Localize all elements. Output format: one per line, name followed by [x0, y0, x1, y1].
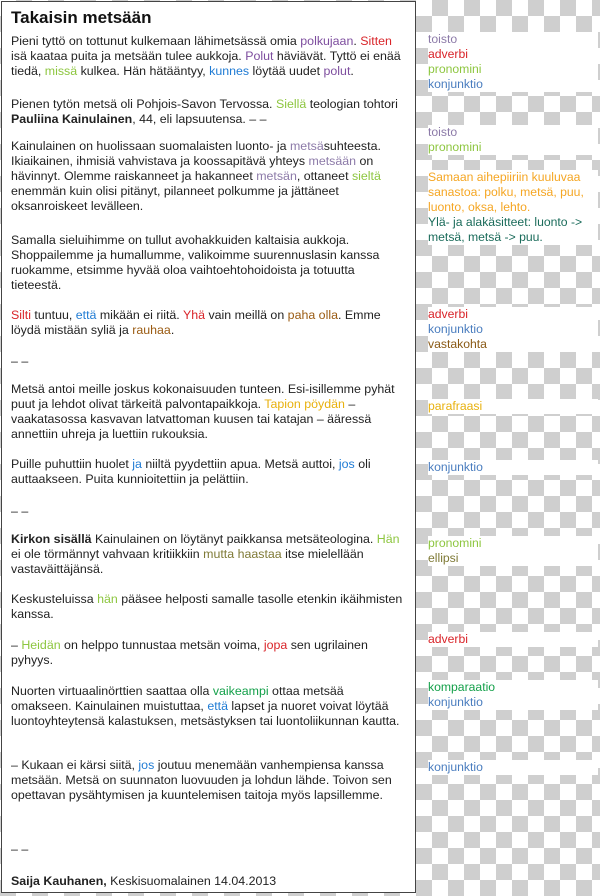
paragraph-11 — [11, 758, 407, 803]
text-run: vain meillä on — [205, 308, 288, 322]
text-run: Samalla sieluihimme on tullut avohakkuiden kaltaisia aukkoja. Shoppailemme ja humallumme, valikoimme suurennuslasin kanssa ruokamme, etsimme hyvää oloa vaihtoehtohoidoista ja totuutta tieteestä. — [11, 233, 380, 292]
marked-word-vastakohta: paha olla — [287, 308, 338, 322]
text-run: on helppo tunnustaa metsän voima, — [60, 638, 264, 652]
annotation-label-konjunktio: konjunktio — [428, 695, 483, 709]
text-run: , ottaneet — [296, 169, 352, 183]
annotation-label-toisto: toisto — [428, 125, 458, 139]
separator-2 — [11, 504, 407, 519]
paragraph-2 — [11, 139, 407, 214]
marked-word-pronomini: hän — [97, 592, 118, 606]
marked-word-konjunktio: ja — [132, 457, 142, 471]
annotation-label-konjunktio: konjunktio — [428, 460, 483, 474]
annotation-group-6 — [428, 460, 598, 475]
text-run: ottaa metsää omakseen. Kainulainen muistuttaa, — [11, 684, 344, 713]
paragraph-7 — [11, 532, 407, 577]
text-run: Kainulainen on huolissaan suomalaisten luonto- ja — [11, 139, 290, 153]
text-run: Kainulainen on löytänyt paikkansa metsäteologina. — [91, 532, 377, 546]
paragraph-6 — [11, 457, 407, 487]
annotation-label-sanasto: Samaan aihepiiriin kuuluvaa sanastoa: polku, metsä, puu, luonto, oksa, lehto. — [428, 170, 584, 214]
text-run: , 44, eli lapsuutensa. – – — [132, 112, 267, 126]
bold-text: Pauliina Kainulainen — [11, 112, 133, 126]
annotation-label-konjunktio: konjunktio — [428, 760, 483, 774]
text-run: Keskusteluissa — [11, 592, 98, 606]
marked-word-pronomini: missä — [44, 64, 78, 78]
marked-word-suhde: metsään — [308, 154, 357, 168]
annotation-label-pronomini: pronomini — [428, 536, 482, 550]
text-run: itse mielellään vastaväittäjänsä. — [11, 547, 364, 576]
bold-text: Saija Kauhanen, — [11, 874, 107, 888]
paragraph-3 — [11, 233, 407, 293]
annotation-label-ylaala: Ylä- ja alakäsitteet: luonto -> metsä, metsä -> puu. — [428, 215, 583, 244]
text-run: – – — [11, 842, 29, 856]
annotation-group-10 — [428, 760, 598, 775]
text-run: – – — [11, 354, 29, 368]
text-run: häviävät. Tyttö ei enää tiedä, — [11, 49, 401, 78]
paragraph-10 — [11, 684, 407, 729]
marked-word-konjunktio: jos — [138, 758, 155, 772]
annotation-label-pronomini: pronomini — [428, 140, 482, 154]
text-run: tuntuu, — [30, 308, 76, 322]
marked-word-suhde: metsä — [289, 139, 324, 153]
annotation-group-9 — [428, 680, 598, 710]
marked-word-adverbi: Silti — [11, 308, 31, 322]
text-run: . — [350, 64, 354, 78]
annotation-group-3 — [428, 170, 598, 245]
marked-word-pronomini: sieltä — [351, 169, 381, 183]
text-run: mikään ei riitä. — [96, 308, 183, 322]
marked-word-konjunktio: että — [75, 308, 97, 322]
paragraph-1b — [11, 97, 407, 127]
paragraph-4 — [11, 308, 407, 338]
text-run: – – — [11, 504, 29, 518]
annotation-group-2 — [428, 125, 598, 155]
annotation-label-komparaatio: komparaatio — [428, 680, 496, 694]
text-run: enemmän kuin olisi pitänyt, pilanneet polkumme ja jättäneet oksanroiskeet levälleen. — [11, 184, 339, 213]
text-run: Puille puhuttiin huolet — [11, 457, 133, 471]
text-run: – — [11, 638, 22, 652]
article-title: Takaisin metsään — [11, 8, 152, 27]
text-run: Metsä antoi meille joskus kokonaisuuden tunteen. Esi-isillemme pyhät puut ja lehdot olivat tärkeitä palvontapaikkoja. — [11, 382, 395, 411]
text-run: on hävinnyt. Olemme raiskanneet ja hakanneet — [11, 154, 374, 183]
marked-word-konjunktio: kunnes — [209, 64, 250, 78]
byline — [11, 874, 407, 889]
marked-word-parafraasi: Tapion pöydän — [264, 397, 345, 411]
marked-word-konjunktio: että — [207, 699, 228, 713]
text-run: kulkea. Hän hätääntyy, — [77, 64, 210, 78]
marked-word-adverbi: Sitten — [360, 34, 392, 48]
text-run: pääsee helposti samalle tasolle etenkin ikäihmisten kanssa. — [11, 592, 403, 621]
annotation-label-toisto: toisto — [428, 32, 458, 46]
text-run: suhteesta. Ikiaikainen, ihmisiä vahvistava ja koossapitävä yhteys — [11, 139, 381, 168]
text-run: Pieni tyttö on tottunut kulkemaan lähimetsässä omia — [11, 34, 301, 48]
annotation-label-adverbi: adverbi — [428, 47, 468, 61]
text-run: . — [170, 323, 175, 337]
marked-word-pronomini: Heidän — [21, 638, 61, 652]
marked-word-komparaatio: vaikeampi — [212, 684, 269, 698]
text-run: – vaakatasossa kasvavan latvattoman kuusen tai katajan – ääressä annettiin uhreja ja luettiin rukouksia. — [11, 397, 372, 441]
text-run: . — [353, 34, 361, 48]
text-run: isä kaataa puita ja metsään tulee aukkoja. — [11, 49, 246, 63]
text-run: Pienen tytön metsä oli Pohjois-Savon Tervossa. — [11, 97, 276, 111]
annotation-group-1 — [428, 32, 598, 92]
annotation-label-vastakohta: vastakohta — [428, 337, 487, 351]
text-run: oli auttaakseen. Puita kunnioitettiin ja pelättiin. — [11, 457, 371, 486]
text-run: lapset ja nuoret voivat löytää luontoyhteytensä kalastuksen, metsästyksen tai luontoliikunnan kautta. — [11, 699, 400, 728]
annotation-label-pronomini: pronomini — [428, 62, 482, 76]
marked-word-pronomini: Siellä — [275, 97, 307, 111]
annotation-label-konjunktio: konjunktio — [428, 77, 483, 91]
bold-text: Kirkon sisällä — [11, 532, 92, 546]
text-run: joutuu menemään vanhempiensa kanssa metsään. Metsä on suunnaton luovuuden ja lohdun lähde. Toivon sen opettavan pysähtymisen ja kuuntelemisen taitoja myös lapsillemme. — [11, 758, 392, 802]
paragraph-5 — [11, 382, 407, 442]
marked-word-adverbi: Yhä — [182, 308, 206, 322]
marked-word-toisto: polkujaan — [300, 34, 354, 48]
text-run: löytää uudet — [249, 64, 324, 78]
separator-1 — [11, 354, 407, 369]
annotation-group-8 — [428, 632, 598, 647]
paragraph-9 — [11, 638, 407, 668]
marked-word-suhde: metsän — [256, 169, 297, 183]
annotation-label-ellipsi: ellipsi — [428, 551, 459, 565]
text-run: ei ole törmännyt vahvaan kritiikkiin — [11, 547, 204, 561]
marked-word-toisto: Polut — [245, 49, 274, 63]
text-run: niiltä pyydettiin apua. Metsä auttoi, — [141, 457, 339, 471]
text-run: Keskisuomalainen 14.04.2013 — [106, 874, 277, 888]
marked-word-ellipsi: mutta haastaa — [203, 547, 282, 561]
text-run: teologian tohtori — [306, 97, 398, 111]
annotation-label-adverbi: adverbi — [428, 307, 468, 321]
marked-word-toisto: polut — [323, 64, 351, 78]
text-run: . Emme löydä mistään syliä ja — [11, 308, 381, 337]
annotation-group-4 — [428, 307, 598, 352]
article-page — [1, 1, 416, 893]
annotation-group-7 — [428, 536, 598, 566]
annotation-label-adverbi: adverbi — [428, 632, 468, 646]
annotation-label-konjunktio: konjunktio — [428, 322, 483, 336]
annotation-group-5 — [428, 399, 598, 414]
annotation-label-parafraasi: parafraasi — [428, 399, 483, 413]
paragraph-1 — [11, 34, 407, 79]
marked-word-adverbi: jopa — [263, 638, 288, 652]
text-run: sen ugrilainen pyhyys. — [11, 638, 368, 667]
text-run: – Kukaan ei kärsi siitä, — [11, 758, 139, 772]
separator-3 — [11, 842, 407, 857]
marked-word-vastakohta: rauhaa — [132, 323, 171, 337]
marked-word-konjunktio: jos — [338, 457, 355, 471]
marked-word-pronomini: Hän — [376, 532, 400, 546]
text-run: Nuorten virtuaalinörttien saattaa olla — [11, 684, 213, 698]
paragraph-8 — [11, 592, 407, 622]
